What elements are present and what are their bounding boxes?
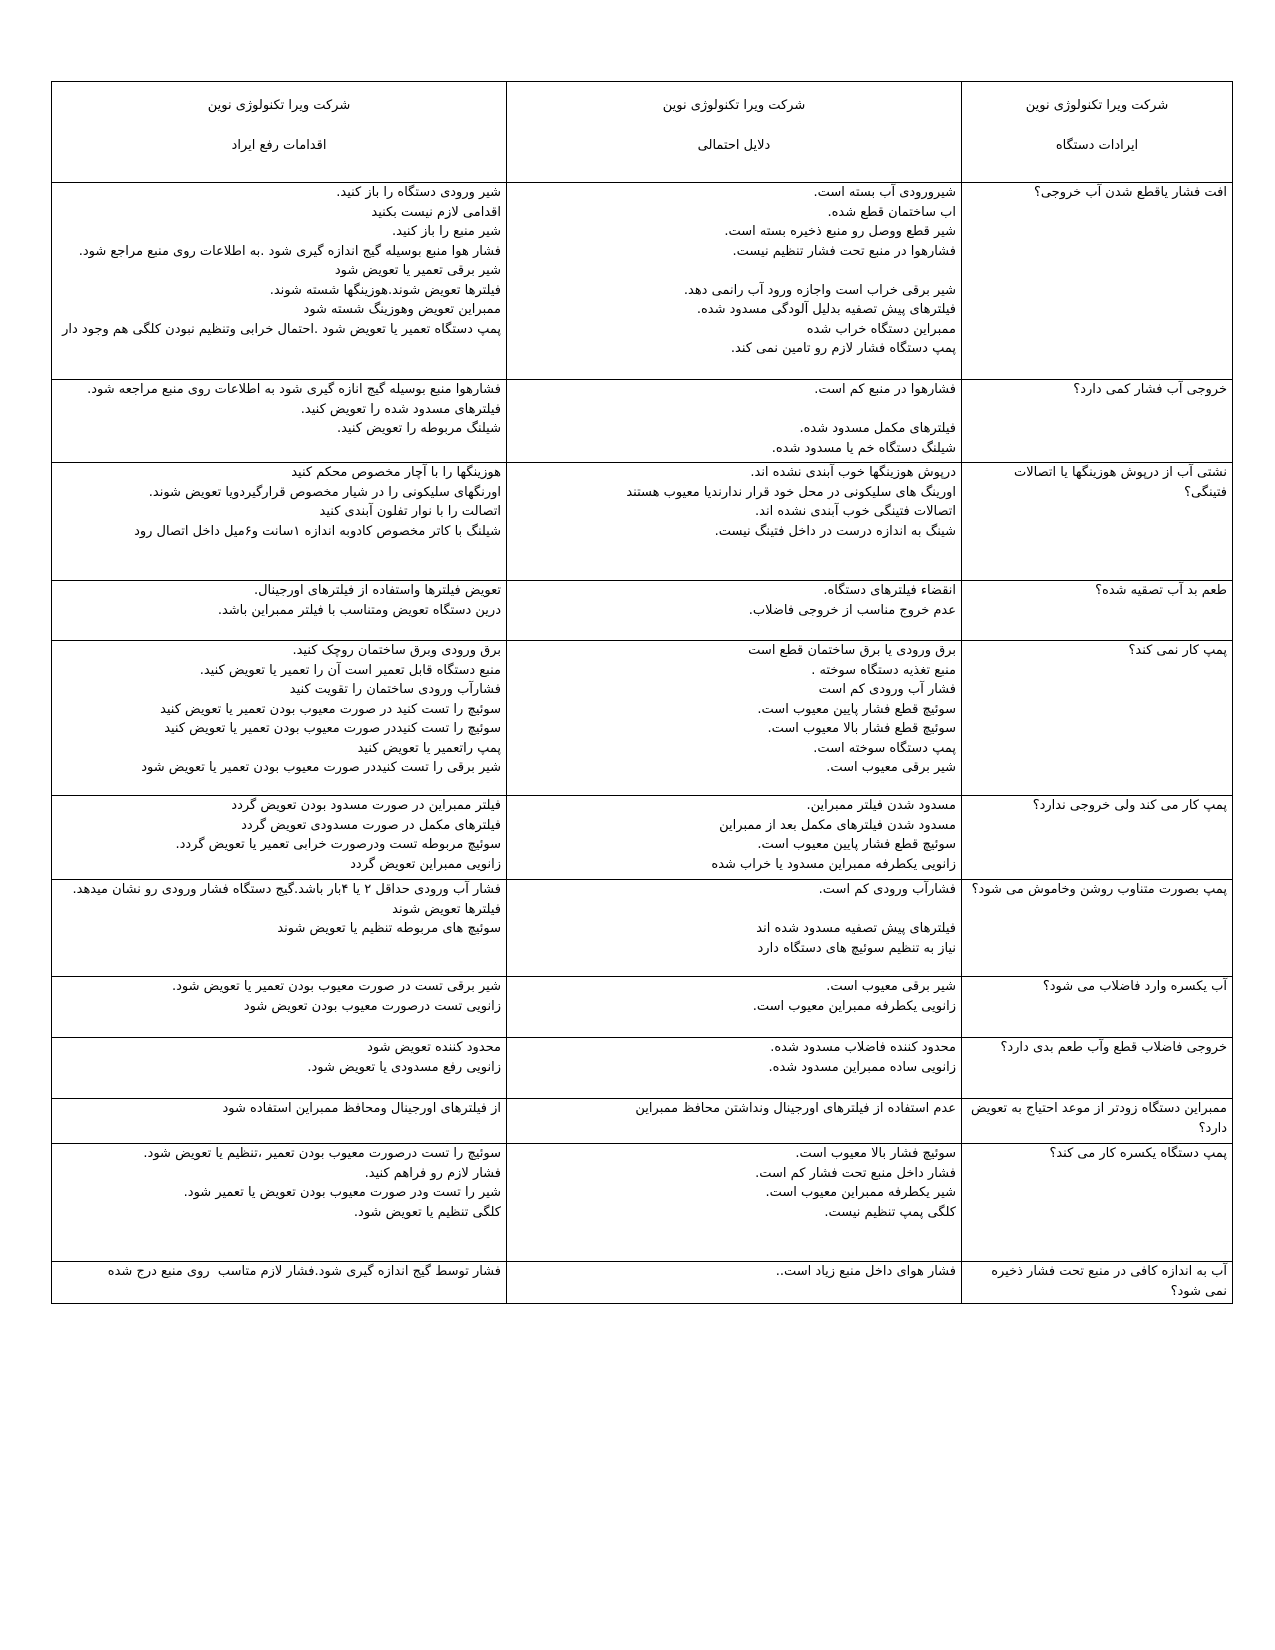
issue-cell (962, 1038, 1233, 1099)
cause-line: عدم استفاده از فیلترهای اورجینال ونداشتن محافظ ممبراین (635, 1101, 956, 1116)
action-line: فشارهوا منبع بوسیله گیج انازه گیری شود به اطلاعات روی منبع مراجعه شود. (87, 382, 501, 397)
cause-line: برق ورودی یا برق ساختمان قطع است (748, 643, 956, 658)
issue-cell (962, 977, 1233, 1038)
cause-line: پمپ دستگاه فشار لازم رو تامین نمی کند. (730, 341, 956, 356)
cause-line: درپوش هوزینگها خوب آبندی نشده اند. (750, 465, 956, 480)
action-line: ممبراین تعویض وهوزینگ شسته شود (303, 302, 501, 317)
issue-text: خروجی فاضلاب قطع وآب طعم بدی دارد؟ (1000, 1040, 1227, 1055)
actions-cell (52, 1144, 507, 1262)
action-line: فیلترهای مکمل در صورت مسدودی تعویض گردد (241, 817, 501, 833)
cause-line: شیر برقی معیوب است. (826, 760, 956, 775)
cause-line: سوئیچ قطع فشار پایین معیوب است. (757, 701, 956, 717)
issue-cell (962, 380, 1233, 463)
table-row (52, 796, 1233, 880)
action-line: زانویی تست درصورت معیوب بودن تعویض شود (243, 998, 501, 1014)
header-company-name: شرکت ویرا تکنولوژی نوین (662, 98, 806, 113)
causes-cell (507, 463, 962, 581)
action-line: از فیلترهای اورجینال ومحافظ ممبراین استفاده شود (222, 1101, 501, 1116)
actions-cell (52, 463, 507, 581)
action-line: سوئیچ را تست کنید در صورت معیوب بودن تعمیر یا تعویض کنید (160, 701, 501, 717)
cause-line: فشار هوای داخل منبع زیاد است.. (775, 1264, 956, 1279)
header-issues (962, 82, 1233, 183)
table-row (52, 880, 1233, 977)
cause-line: زانویی یکطرفه ممبراین معیوب است. (752, 998, 956, 1014)
action-line: فیلترهای مسدود شده را تعویض کنید. (300, 401, 501, 417)
action-line: فیلترها تعویض شوند.هوزینگها شسته شوند. (269, 282, 501, 298)
action-line: فیلترها تعویض شوند (392, 901, 501, 917)
table-row (52, 463, 1233, 581)
action-line: هوزینگها را با آچار مخصوص محکم کنید (291, 465, 501, 480)
table-row (52, 977, 1233, 1038)
action-line: برق ورودی وبرق ساختمان روچک کنید. (292, 643, 501, 658)
actions-cell (52, 380, 507, 463)
issue-cell (962, 880, 1233, 977)
action-line: شیر برقی تعمیر یا تعویض شود (334, 263, 501, 278)
action-line: اتصالت را با نوار تفلون آبندی کنید (319, 504, 501, 519)
table-row (52, 1099, 1233, 1144)
action-line: فیلتر ممبراین در صورت مسدود بودن تعویض گردد (231, 798, 501, 813)
cause-line: زانویی ساده ممبراین مسدود شده. (768, 1059, 956, 1075)
cause-line: عدم خروج مناسب از خروجی فاضلاب. (748, 602, 956, 618)
actions-cell (52, 796, 507, 880)
issue-text: پمپ کار نمی کند؟ (1128, 643, 1227, 658)
cause-line: شیر برقی معیوب است. (826, 979, 956, 994)
table-row (52, 1262, 1233, 1304)
action-line: شیر منبع را باز کنید. (392, 224, 501, 239)
causes-cell (507, 641, 962, 796)
action-line: منبع دستگاه قابل تعمیر است آن را تعمیر یا تعویض کنید. (199, 662, 501, 678)
action-line: اورنگهای سلیکونی را در شیار مخصوص قرارگیردویا تعویض شوند. (148, 484, 501, 500)
cause-line: شیر برقی خراب است واجازه ورود آب رانمی دهد. (683, 282, 956, 298)
action-line: فشارآب ورودی ساختمان را تقویت کنید (289, 682, 501, 697)
action-line: فشار توسط گیج اندازه گیری شود.فشار لازم متاسب روی منبع درج شده (107, 1264, 501, 1279)
issue-text: ممبراین دستگاه زودتر از موعد احتیاج به تعویض دارد؟ (970, 1101, 1227, 1136)
issue-cell (962, 1262, 1233, 1304)
issue-text: افت فشار یاقطع شدن آب خروجی؟ (1033, 185, 1227, 200)
issue-cell (962, 641, 1233, 796)
cause-line: سوئیچ فشار بالا معیوب است. (795, 1146, 956, 1161)
action-line: پمپ راتعمیر یا تعویض کنید (357, 740, 501, 756)
action-line: شیلنگ با کاتر مخصوص کادوبه اندازه ۱سانت و۶میل داخل اتصال رود (134, 523, 501, 539)
issue-text: طعم بد آب تصقیه شده؟ (1095, 583, 1227, 598)
cause-line: انقضاء فیلترهای دستگاه. (823, 583, 956, 598)
issue-text: پمپ دستگاه یکسره کار می کند؟ (1049, 1146, 1227, 1161)
action-line: تعویض فیلترها واستفاده از فیلترهای اورجینال. (253, 583, 501, 598)
actions-cell (52, 1262, 507, 1304)
action-line: سوئیچ را تست درصورت معیوب بودن تعمیر ،تنظیم یا تعویض شود. (143, 1146, 501, 1161)
actions-cell (52, 641, 507, 796)
table-row (52, 183, 1233, 380)
header-causes-title: دلایل احتمالی (697, 137, 771, 153)
cause-line: مسدود شدن فیلترهای مکمل بعد از ممبراین (719, 817, 956, 833)
cause-line: اورینگ های سلیکونی در محل خود قرار ندارندیا معیوب هستند (626, 484, 956, 500)
issue-cell (962, 463, 1233, 581)
cause-line: محدود کننده فاضلاب مسدود شده. (770, 1040, 956, 1055)
cause-line: فیلترهای مکمل مسدود شده. (799, 421, 956, 436)
table-row (52, 641, 1233, 796)
actions-cell (52, 1038, 507, 1099)
causes-cell (507, 1144, 962, 1262)
actions-cell (52, 1099, 507, 1144)
cause-line: فشارآب ورودی کم است. (818, 882, 956, 897)
issue-text: خروجی آب فشار کمی دارد؟ (1073, 382, 1227, 397)
issue-cell (962, 581, 1233, 641)
header-company-name: شرکت ویرا تکنولوژی نوین (1025, 98, 1169, 113)
actions-cell (52, 880, 507, 977)
cause-line: اتصالات فتینگی خوب آبندی نشده اند. (755, 504, 956, 519)
causes-cell (507, 977, 962, 1038)
cause-line: زانویی یکطرفه ممبراین مسدود یا خراب شده (711, 856, 956, 872)
action-line: محدود کننده تعویض شود (367, 1040, 501, 1055)
issue-cell (962, 1144, 1233, 1262)
cause-line: ممبراین دستگاه خراب شده (806, 321, 956, 337)
actions-cell (52, 183, 507, 380)
action-line: سوئیچ را تست کنیددر صورت معیوب بودن تعمیر یا تعویض کنید (164, 721, 501, 736)
cause-line (512, 261, 956, 281)
causes-cell (507, 880, 962, 977)
causes-cell (507, 1099, 962, 1144)
cause-line: فیلترهای پیش تصفیه مسدود شده اند (756, 921, 956, 936)
action-line: پمپ دستگاه تعمیر یا تعویض شود .احتمال خرابی وتنظیم نبودن کلگی هم وجود دار (62, 321, 501, 337)
action-line: سوئیچ مربوطه تست ودرصورت خرابی تعمیر یا تعویض گردد. (175, 837, 501, 852)
table-row (52, 581, 1233, 641)
action-line: فشار آب ورودی حداقل ۲ یا ۴بار باشد.گیج دستگاه فشار ورودی رو نشان میدهد. (72, 882, 501, 897)
cause-line: فیلترهای پیش تصفیه بدلیل آلودگی مسدود شده. (696, 302, 956, 317)
action-line: کلگی تنظیم یا تعویض شود. (353, 1204, 501, 1220)
header-company-name: شرکت ویرا تکنولوژی نوین (207, 98, 351, 113)
cause-line: شینگ به اندازه درست در داخل فتینگ نیست. (714, 523, 956, 539)
cause-line: شیر قطع ووصل رو منبع ذخیره بسته است. (724, 224, 956, 239)
action-line: شیر را تست ودر صورت معیوب بودن تعویض یا تعمیر شود. (183, 1185, 501, 1200)
causes-cell (507, 380, 962, 463)
action-line: درین دستگاه تعویض ومتناسب با فیلتر ممبراین باشد. (217, 602, 501, 618)
cause-line (512, 900, 956, 920)
cause-line: شیرورودی آب بسته است. (813, 185, 956, 200)
action-line: شیر ورودی دستگاه را باز کنید. (336, 185, 501, 200)
cause-line: کلگی پمپ تنظیم نیست. (824, 1204, 956, 1220)
cause-line (512, 400, 956, 420)
issue-text: آب به اندازه کافی در منبع تحت فشار ذخیره نمی شود؟ (991, 1264, 1227, 1299)
issue-cell (962, 796, 1233, 880)
action-line: شیلنگ مربوطه را تعویض کنید. (336, 421, 501, 436)
cause-line: فشار آب ورودی کم است (818, 682, 956, 697)
action-line: شیر برقی تست در صورت معیوب بودن تعمیر یا تعویض شود. (171, 979, 501, 994)
cause-line: شیر یکطرفه ممبراین معیوب است. (765, 1185, 956, 1200)
cause-line: سوئیچ قطع فشار بالا معیوب است. (767, 721, 956, 736)
table-row (52, 380, 1233, 463)
actions-cell (52, 581, 507, 641)
cause-line: منبع تغذیه دستگاه سوخته . (811, 662, 956, 678)
issue-cell (962, 1099, 1233, 1144)
action-line: اقدامی لازم نیست بکنید (371, 204, 501, 220)
cause-line: مسدود شدن فیلتر ممبراین. (806, 798, 956, 813)
issue-cell (962, 183, 1233, 380)
causes-cell (507, 796, 962, 880)
action-line: زانویی رفع مسدودی یا تعویض شود. (307, 1059, 501, 1075)
causes-cell (507, 1038, 962, 1099)
troubleshooting-table (51, 81, 1233, 1304)
action-line: فشار لازم رو فراهم کنید. (364, 1165, 501, 1181)
header-issues-title: ایرادات دستگاه (1055, 137, 1139, 153)
header-actions-title: اقدامات رفع ایراد (231, 137, 327, 153)
issue-text: پمپ بصورت متناوب روشن وخاموش می شود؟ (971, 882, 1227, 897)
causes-cell (507, 581, 962, 641)
cause-line: پمپ دستگاه سوخته است. (813, 740, 956, 756)
issue-text: نشتی آب از درپوش هوزینگها یا اتصالات فتینگی؟ (1014, 465, 1227, 500)
action-line: سوئیچ های مربوطه تنظیم یا تعویض شوند (277, 921, 501, 936)
cause-line: نیاز به تنظیم سوئیچ های دستگاه دارد (757, 940, 956, 956)
cause-line: اب ساختمان قطع شده. (827, 204, 956, 220)
action-line: فشار هوا منبع بوسیله گیج اندازه گیری شود .به اطلاعات روی منبع مراجع شود. (78, 243, 501, 259)
causes-cell (507, 1262, 962, 1304)
header-causes (507, 82, 962, 183)
header-row (52, 82, 1233, 183)
action-line: زانویی ممبراین تعویض گردد (350, 856, 501, 872)
causes-cell (507, 183, 962, 380)
action-line: شیر برقی را تست کنیددر صورت معیوب بودن تعمیر یا تعویض شود (141, 760, 501, 775)
table-row (52, 1144, 1233, 1262)
header-actions (52, 82, 507, 183)
cause-line: فشارهوا در منبع کم است. (814, 382, 956, 397)
issue-text: آب یکسره وارد فاضلاب می شود؟ (1042, 979, 1227, 994)
issue-text: پمپ کار می کند ولی خروجی ندارد؟ (1032, 798, 1227, 813)
cause-line: سوئیچ قطع فشار پایین معیوب است. (757, 837, 956, 852)
cause-line: شیلنگ دستگاه خم یا مسدود شده. (771, 440, 956, 456)
cause-line: فشار داخل منبع تحت فشار کم است. (755, 1165, 956, 1181)
table-row (52, 1038, 1233, 1099)
cause-line: فشارهوا در منبع تحت فشار تنظیم نیست. (732, 243, 956, 259)
actions-cell (52, 977, 507, 1038)
